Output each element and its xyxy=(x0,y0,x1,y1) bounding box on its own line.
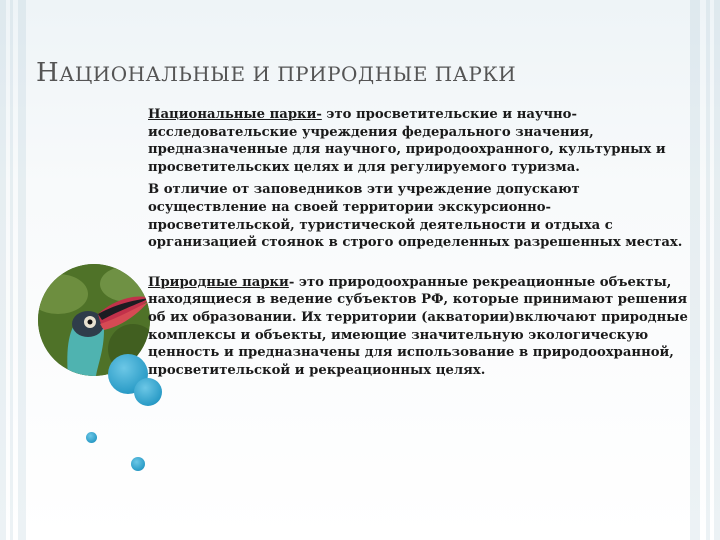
slide-body xyxy=(148,106,688,384)
paragraph-natural-parks xyxy=(148,274,688,380)
paragraph-text: это просветительские и научно-исследовательские учреждения федерального значения, предназначенные для научного, природоохранного, культурных и просветительских целях и для регулируемого туризма. xyxy=(148,107,666,175)
term-national-parks: Национальные парки- xyxy=(148,107,322,122)
background-stripe xyxy=(690,0,700,540)
title-first-letter: Н xyxy=(36,58,60,88)
background-stripe xyxy=(0,0,6,540)
decorative-dot xyxy=(131,457,145,471)
background-stripe xyxy=(18,0,26,540)
paragraph-difference xyxy=(148,181,688,251)
paragraph-text: В отличие от заповедников эти учреждение допускают осуществление на своей территории экскурсионно-просветительской, туристической деятельности и отдыха с организацией стоянок в строго определенных разрешенных местах. xyxy=(148,182,683,251)
background-stripe xyxy=(10,0,13,540)
slide-title xyxy=(36,58,516,88)
term-natural-parks: Природные парки xyxy=(148,274,289,290)
background-stripe xyxy=(714,0,720,540)
paragraph-text: - это природоохранные рекреационные объекты, находящиеся в ведение субъектов РФ, которые принимают решения об их образовании. Их территории (акватории)включают природные комплексы и объекты, имеющие значительную экологическую ценность и предназначены для использование в природоохранной, просветительской и рекреационных целях. xyxy=(148,274,688,378)
title-rest: АЦИОНАЛЬНЫЕ И ПРИРОДНЫЕ ПАРКИ xyxy=(59,62,517,86)
background-stripe xyxy=(706,0,710,540)
decorative-dot xyxy=(86,432,97,443)
paragraph-national-parks xyxy=(148,106,688,176)
